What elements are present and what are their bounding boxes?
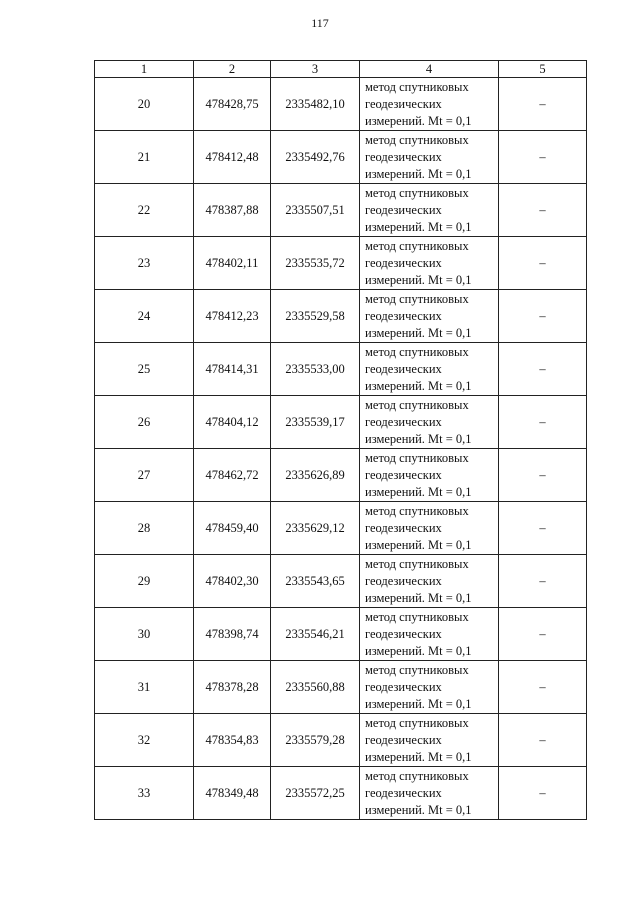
table-row — [95, 661, 587, 714]
point-number-cell: 33 — [95, 767, 194, 820]
note-cell: – — [499, 78, 587, 131]
column-header: 1 — [95, 61, 194, 78]
y-coordinate-cell: 2335482,10 — [271, 78, 360, 131]
x-coordinate-cell: 478462,72 — [194, 449, 271, 502]
method-cell: метод спутниковых геодезических измерений. Mt = 0,1 — [360, 555, 499, 608]
point-number-cell: 26 — [95, 396, 194, 449]
y-coordinate-cell: 2335543,65 — [271, 555, 360, 608]
x-coordinate-cell: 478402,30 — [194, 555, 271, 608]
note-cell: – — [499, 608, 587, 661]
table-row — [95, 184, 587, 237]
x-coordinate-cell: 478398,74 — [194, 608, 271, 661]
point-number-cell: 27 — [95, 449, 194, 502]
method-cell: метод спутниковых геодезических измерений. Mt = 0,1 — [360, 396, 499, 449]
method-cell: метод спутниковых геодезических измерений. Mt = 0,1 — [360, 237, 499, 290]
note-cell: – — [499, 661, 587, 714]
y-coordinate-cell: 2335579,28 — [271, 714, 360, 767]
note-cell: – — [499, 290, 587, 343]
table-row — [95, 237, 587, 290]
note-cell: – — [499, 131, 587, 184]
note-cell: – — [499, 396, 587, 449]
x-coordinate-cell: 478414,31 — [194, 343, 271, 396]
method-cell: метод спутниковых геодезических измерений. Mt = 0,1 — [360, 502, 499, 555]
x-coordinate-cell: 478349,48 — [194, 767, 271, 820]
table-row — [95, 767, 587, 820]
method-cell: метод спутниковых геодезических измерений. Mt = 0,1 — [360, 767, 499, 820]
table-row — [95, 343, 587, 396]
coordinates-table — [94, 60, 587, 820]
point-number-cell: 25 — [95, 343, 194, 396]
point-number-cell: 23 — [95, 237, 194, 290]
table-header-row — [95, 61, 587, 78]
method-cell: метод спутниковых геодезических измерений. Mt = 0,1 — [360, 449, 499, 502]
x-coordinate-cell: 478412,23 — [194, 290, 271, 343]
table-row — [95, 714, 587, 767]
table-row — [95, 608, 587, 661]
y-coordinate-cell: 2335529,58 — [271, 290, 360, 343]
note-cell: – — [499, 184, 587, 237]
note-cell: – — [499, 343, 587, 396]
y-coordinate-cell: 2335572,25 — [271, 767, 360, 820]
x-coordinate-cell: 478378,28 — [194, 661, 271, 714]
y-coordinate-cell: 2335539,17 — [271, 396, 360, 449]
page-number: 117 — [311, 16, 329, 30]
method-cell: метод спутниковых геодезических измерений. Mt = 0,1 — [360, 661, 499, 714]
note-cell: – — [499, 555, 587, 608]
y-coordinate-cell: 2335560,88 — [271, 661, 360, 714]
method-cell: метод спутниковых геодезических измерений. Mt = 0,1 — [360, 290, 499, 343]
x-coordinate-cell: 478387,88 — [194, 184, 271, 237]
y-coordinate-cell: 2335533,00 — [271, 343, 360, 396]
y-coordinate-cell: 2335492,76 — [271, 131, 360, 184]
point-number-cell: 24 — [95, 290, 194, 343]
table-row — [95, 78, 587, 131]
x-coordinate-cell: 478404,12 — [194, 396, 271, 449]
method-cell: метод спутниковых геодезических измерений. Mt = 0,1 — [360, 184, 499, 237]
method-cell: метод спутниковых геодезических измерений. Mt = 0,1 — [360, 714, 499, 767]
column-header: 3 — [271, 61, 360, 78]
y-coordinate-cell: 2335546,21 — [271, 608, 360, 661]
y-coordinate-cell: 2335507,51 — [271, 184, 360, 237]
y-coordinate-cell: 2335535,72 — [271, 237, 360, 290]
x-coordinate-cell: 478402,11 — [194, 237, 271, 290]
note-cell: – — [499, 502, 587, 555]
column-header: 4 — [360, 61, 499, 78]
y-coordinate-cell: 2335626,89 — [271, 449, 360, 502]
method-cell: метод спутниковых геодезических измерений. Mt = 0,1 — [360, 78, 499, 131]
note-cell: – — [499, 449, 587, 502]
y-coordinate-cell: 2335629,12 — [271, 502, 360, 555]
table-row — [95, 396, 587, 449]
note-cell: – — [499, 237, 587, 290]
note-cell: – — [499, 767, 587, 820]
table-row — [95, 449, 587, 502]
x-coordinate-cell: 478428,75 — [194, 78, 271, 131]
table-body — [95, 78, 587, 820]
point-number-cell: 22 — [95, 184, 194, 237]
point-number-cell: 21 — [95, 131, 194, 184]
point-number-cell: 32 — [95, 714, 194, 767]
point-number-cell: 28 — [95, 502, 194, 555]
method-cell: метод спутниковых геодезических измерений. Mt = 0,1 — [360, 131, 499, 184]
x-coordinate-cell: 478354,83 — [194, 714, 271, 767]
table-row — [95, 290, 587, 343]
column-header: 5 — [499, 61, 587, 78]
method-cell: метод спутниковых геодезических измерений. Mt = 0,1 — [360, 608, 499, 661]
method-cell: метод спутниковых геодезических измерений. Mt = 0,1 — [360, 343, 499, 396]
point-number-cell: 31 — [95, 661, 194, 714]
point-number-cell: 30 — [95, 608, 194, 661]
point-number-cell: 20 — [95, 78, 194, 131]
point-number-cell: 29 — [95, 555, 194, 608]
column-header: 2 — [194, 61, 271, 78]
table-row — [95, 502, 587, 555]
table-row — [95, 555, 587, 608]
table-row — [95, 131, 587, 184]
x-coordinate-cell: 478459,40 — [194, 502, 271, 555]
x-coordinate-cell: 478412,48 — [194, 131, 271, 184]
note-cell: – — [499, 714, 587, 767]
